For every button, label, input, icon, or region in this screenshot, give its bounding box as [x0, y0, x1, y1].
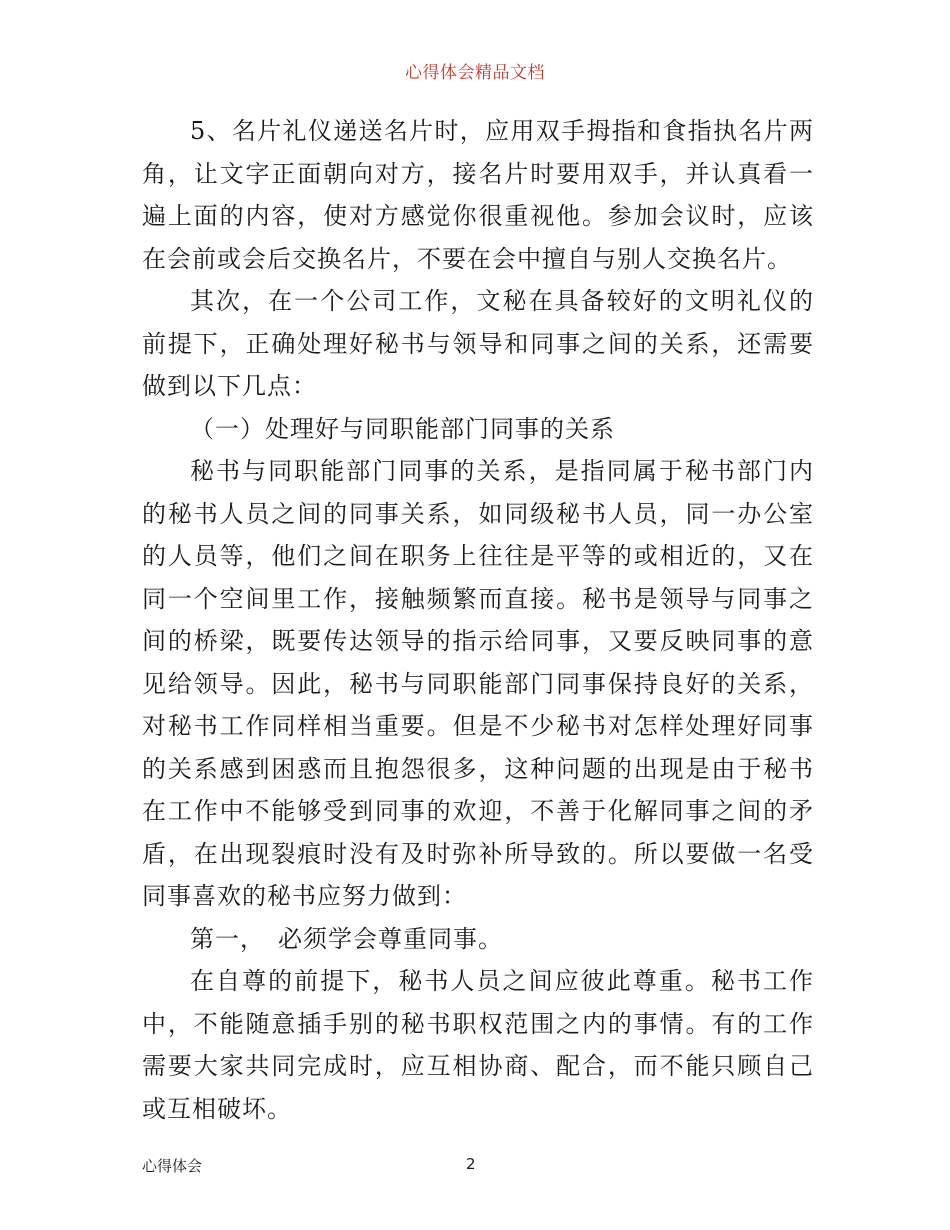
paragraph-business-card-etiquette: 5、名片礼仪递送名片时，应用双手拇指和食指执名片两角，让文字正面朝向对方，接名片时要用双手，并认真看一遍上面的内容，使对方感觉你很重视他。参加会议时，应该在会前或会后交换名片，不要在会中擅自与别人交换名片。 [142, 117, 814, 273]
paragraph-colleague-relations: 秘书与同职能部门同事的关系，是指同属于秘书部门内的秘书人员之间的同事关系，如同级秘书人员，同一办公室的人员等，他们之间在职务上往往是平等的或相近的，又在同一个空间里工作，接触频繁而直接。秘书是领导与同事之间的桥梁，既要传达领导的指示给同事，又要反映同事的意见给领导。因此，秘书与同职能部门同事保持良好的关系，对秘书工作同样相当重要。但是不少秘书对怎样处理好同事的关系感到困惑而且抱怨很多，这种问题的出现是由于秘书在工作中不能够受到同事的欢迎，不善于化解同事之间的矛盾，在出现裂痕时没有及时弥补所导致的。所以要做一名受同事喜欢的秘书应努力做到： [142, 457, 814, 910]
page-number: 2 [466, 1155, 476, 1173]
section-heading-colleagues: （一）处理好与同职能部门同事的关系 [190, 414, 615, 443]
page-header-title: 心得体会精品文档 [405, 63, 545, 83]
footer-label: 心得体会 [142, 1157, 203, 1175]
paragraph-mutual-respect: 在自尊的前提下，秘书人员之间应彼此尊重。秘书工作中，不能随意插手别的秘书职权范围之内的事情。有的工作需要大家共同完成时，应互相协商、配合，而不能只顾自己或互相破坏。 [142, 967, 814, 1123]
point-one-heading: 第一， 必须学会尊重同事。 [190, 924, 503, 953]
document-body [142, 110, 814, 1130]
paragraph-secondly: 其次，在一个公司工作，文秘在具备较好的文明礼仪的前提下，正确处理好秘书与领导和同事之间的关系，还需要做到以下几点： [142, 287, 814, 400]
